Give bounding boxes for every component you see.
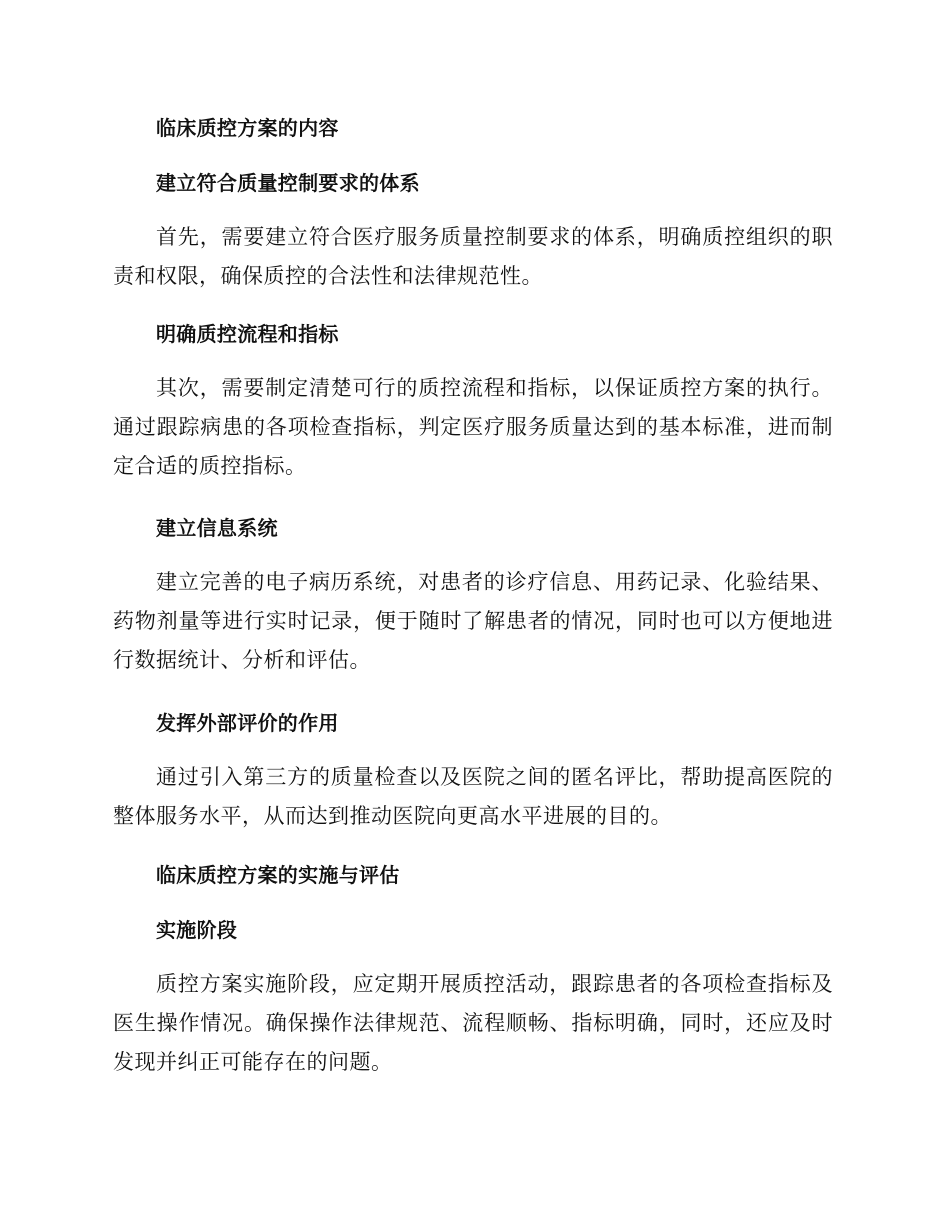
section-heading-content: 临床质控方案的内容 (156, 116, 339, 140)
subheading-information-system: 建立信息系统 (156, 516, 278, 540)
paragraph-information-system: 建立完善的电子病历系统，对患者的诊疗信息、用药记录、化验结果、药物剂量等进行实时记录，便于随时了解患者的情况，同时也可以方便地进行数据统计、分析和评估。 (113, 570, 833, 672)
subheading-process-indicators: 明确质控流程和指标 (156, 322, 339, 346)
subheading-implementation-stage: 实施阶段 (156, 918, 238, 942)
section-heading-implementation: 临床质控方案的实施与评估 (156, 863, 400, 887)
paragraph-implementation-stage: 质控方案实施阶段，应定期开展质控活动，跟踪患者的各项检查指标及医生操作情况。确保操作法律规范、流程顺畅、指标明确，同时，还应及时发现并纠正可能存在的问题。 (113, 972, 833, 1074)
paragraph-process-indicators: 其次，需要制定清楚可行的质控流程和指标，以保证质控方案的执行。通过跟踪病患的各项检查指标，判定医疗服务质量达到的基本标准，进而制定合适的质控指标。 (113, 376, 833, 478)
paragraph-external-evaluation: 通过引入第三方的质量检查以及医院之间的匿名评比，帮助提高医院的整体服务水平，从而达到推动医院向更高水平进展的目的。 (113, 765, 833, 828)
subheading-quality-system: 建立符合质量控制要求的体系 (156, 171, 420, 195)
paragraph-quality-system: 首先，需要建立符合医疗服务质量控制要求的体系，明确质控组织的职责和权限，确保质控的合法性和法律规范性。 (113, 225, 833, 288)
subheading-external-evaluation: 发挥外部评价的作用 (156, 711, 339, 735)
